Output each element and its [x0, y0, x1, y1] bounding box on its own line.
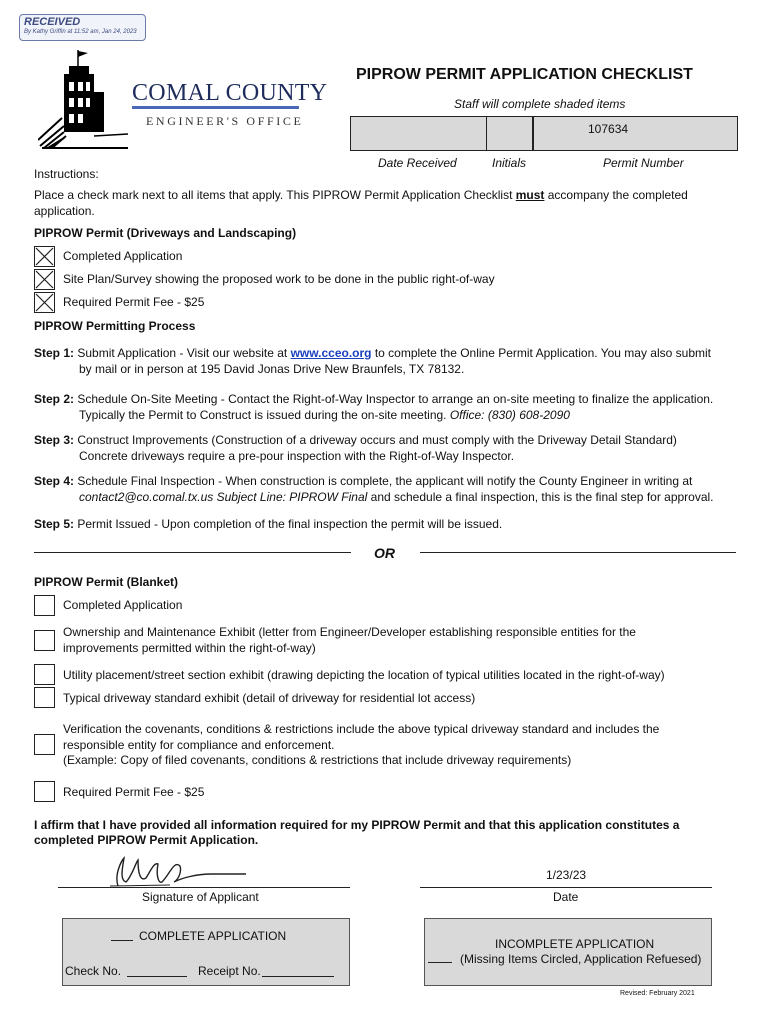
step-2-line2-text: Typically the Permit to Construct is issued during the on-site meeting.	[79, 408, 450, 422]
incomplete-application-title: INCOMPLETE APPLICATION	[495, 937, 655, 951]
checkbox-covenants[interactable]	[34, 734, 55, 755]
blanket-item-label: Utility placement/street section exhibit (drawing depicting the location of typical utilities located in the right-of-way)	[63, 668, 665, 682]
check-no-label: Check No.	[65, 964, 122, 978]
contact-email: contact2@co.comal.tx.us Subject Line: PIPROW Final	[79, 490, 368, 504]
receipt-no-label: Receipt No.	[198, 964, 261, 978]
signature-line	[58, 887, 350, 888]
complete-application-title: COMPLETE APPLICATION	[139, 929, 287, 943]
step-2-line2	[79, 408, 570, 423]
step-1-line2: by mail or in person at 195 David Jonas Drive New Braunfels, TX 78132.	[79, 362, 465, 376]
date-label: Date	[553, 890, 579, 904]
instructions-text-1: Place a check mark next to all items that apply. This PIPROW Permit Application Checklist	[34, 188, 516, 202]
instructions-text-2: accompany the completed	[544, 188, 688, 202]
blanket-item-label: improvements permitted within the right-of-way)	[63, 641, 316, 655]
step-1-text-a: Submit Application - Visit our website at	[77, 346, 291, 360]
step-4-line1: Schedule Final Inspection - When construction is complete, the applicant will notify the County Engineer in writing at	[77, 474, 693, 488]
check-no-line[interactable]	[127, 976, 187, 977]
checkbox-permit-fee[interactable]	[34, 292, 55, 313]
date-received-field[interactable]	[350, 116, 487, 151]
step-2-line1: Schedule On-Site Meeting - Contact the Right-of-Way Inspector to arrange an on-site meeting to finalize the application.	[77, 392, 714, 406]
step-3-line1: Construct Improvements (Construction of a driveway occurs and must comply with the Driveway Detail Standard)	[77, 433, 677, 447]
initials-label: Initials	[492, 156, 527, 170]
website-link[interactable]: www.cceo.org	[290, 346, 372, 360]
logo-office-name: ENGINEER'S OFFICE	[146, 114, 304, 128]
applicant-signature	[100, 852, 250, 892]
step-3	[34, 433, 677, 448]
signature-label: Signature of Applicant	[142, 890, 259, 904]
incomplete-application-note: (Missing Items Circled, Application Refuesed)	[460, 952, 702, 966]
date-received-label: Date Received	[378, 156, 457, 170]
driveways-item-label: Required Permit Fee - $25	[63, 295, 205, 309]
step-4-label: Step 4:	[34, 474, 75, 488]
blanket-item-label: (Example: Copy of filed covenants, conditions & restrictions that include driveway requirements)	[63, 753, 572, 767]
checkbox-driveway-exhibit[interactable]	[34, 687, 55, 708]
driveways-item-label: Completed Application	[63, 249, 183, 263]
step-5	[34, 517, 502, 532]
or-divider: OR	[374, 545, 395, 561]
checkbox-site-plan[interactable]	[34, 269, 55, 290]
affirmation-line1: I affirm that I have provided all information required for my PIPROW Permit and that this application constitutes a	[34, 818, 680, 832]
step-1	[34, 346, 711, 361]
checkbox-completed-application[interactable]	[34, 246, 55, 267]
blanket-item-label: Ownership and Maintenance Exhibit (letter from Engineer/Developer establishing responsible entities for the	[63, 625, 636, 639]
step-4	[34, 474, 692, 489]
instructions-must: must	[515, 188, 545, 202]
blanket-item-label: Completed Application	[63, 598, 183, 612]
logo-county-name: COMAL COUNTY	[132, 80, 328, 106]
staff-note: Staff will complete shaded items	[454, 97, 626, 111]
initials-field[interactable]	[486, 116, 533, 151]
checkbox-blanket-application[interactable]	[34, 595, 55, 616]
checkbox-blanket-fee[interactable]	[34, 781, 55, 802]
incomplete-check-line	[428, 962, 452, 963]
received-stamp	[19, 14, 146, 41]
check-x-icon	[35, 247, 54, 266]
step-5-line1: Permit Issued - Upon completion of the final inspection the permit will be issued.	[77, 517, 503, 531]
courthouse-logo-icon	[38, 48, 130, 150]
blanket-item-label: Typical driveway standard exhibit (detail of driveway for residential lot access)	[63, 691, 476, 705]
divider-right	[420, 552, 736, 553]
step-3-line2: Concrete driveways require a pre-pour inspection with the Right-of-Way Inspector.	[79, 449, 515, 463]
check-x-icon	[35, 270, 54, 289]
step-5-label: Step 5:	[34, 517, 75, 531]
step-2-label: Step 2:	[34, 392, 75, 406]
driveways-item-label: Site Plan/Survey showing the proposed work to be done in the public right-of-way	[63, 272, 495, 286]
permit-number-field[interactable]	[533, 116, 738, 151]
process-heading: PIPROW Permitting Process	[34, 319, 196, 333]
blanket-heading: PIPROW Permit (Blanket)	[34, 575, 179, 589]
permit-number-value: 107634	[588, 122, 629, 136]
office-phone: Office: (830) 608-2090	[449, 408, 570, 422]
blanket-item-label: responsible entity for compliance and enforcement.	[63, 738, 335, 752]
signature-date-value: 1/23/23	[546, 868, 587, 882]
step-3-label: Step 3:	[34, 433, 75, 447]
revised-date: Revised: February 2021	[620, 990, 695, 997]
instructions-heading: Instructions:	[34, 167, 99, 181]
instructions-text	[34, 188, 688, 203]
checkbox-utility-exhibit[interactable]	[34, 664, 55, 685]
step-4-line2	[79, 490, 714, 505]
date-line	[420, 887, 712, 888]
logo-rule	[132, 106, 299, 109]
instructions-text-line2: application.	[34, 204, 95, 218]
step-1-text-b: to complete the Online Permit Application. You may also submit	[371, 346, 711, 360]
affirmation-line2: completed PIPROW Permit Application.	[34, 833, 259, 847]
driveways-heading: PIPROW Permit (Driveways and Landscaping)	[34, 226, 297, 240]
blanket-item-label: Verification the covenants, conditions & restrictions include the above typical driveway standard and includes the	[63, 722, 660, 736]
stamp-title: RECEIVED	[24, 16, 81, 28]
step-1-label: Step 1:	[34, 346, 75, 360]
receipt-no-line[interactable]	[262, 976, 334, 977]
step-4-line2-text: and schedule a final inspection, this is the final step for approval.	[367, 490, 714, 504]
permit-number-label: Permit Number	[603, 156, 684, 170]
stamp-subtitle: By Kathy Griffin at 11:52 am, Jan 24, 2023	[24, 29, 137, 35]
check-x-icon	[35, 293, 54, 312]
complete-check-line	[111, 940, 133, 941]
page-title: PIPROW PERMIT APPLICATION CHECKLIST	[356, 66, 693, 83]
divider-left	[34, 552, 351, 553]
blanket-item-label: Required Permit Fee - $25	[63, 785, 205, 799]
step-2	[34, 392, 713, 407]
checkbox-ownership-exhibit[interactable]	[34, 630, 55, 651]
